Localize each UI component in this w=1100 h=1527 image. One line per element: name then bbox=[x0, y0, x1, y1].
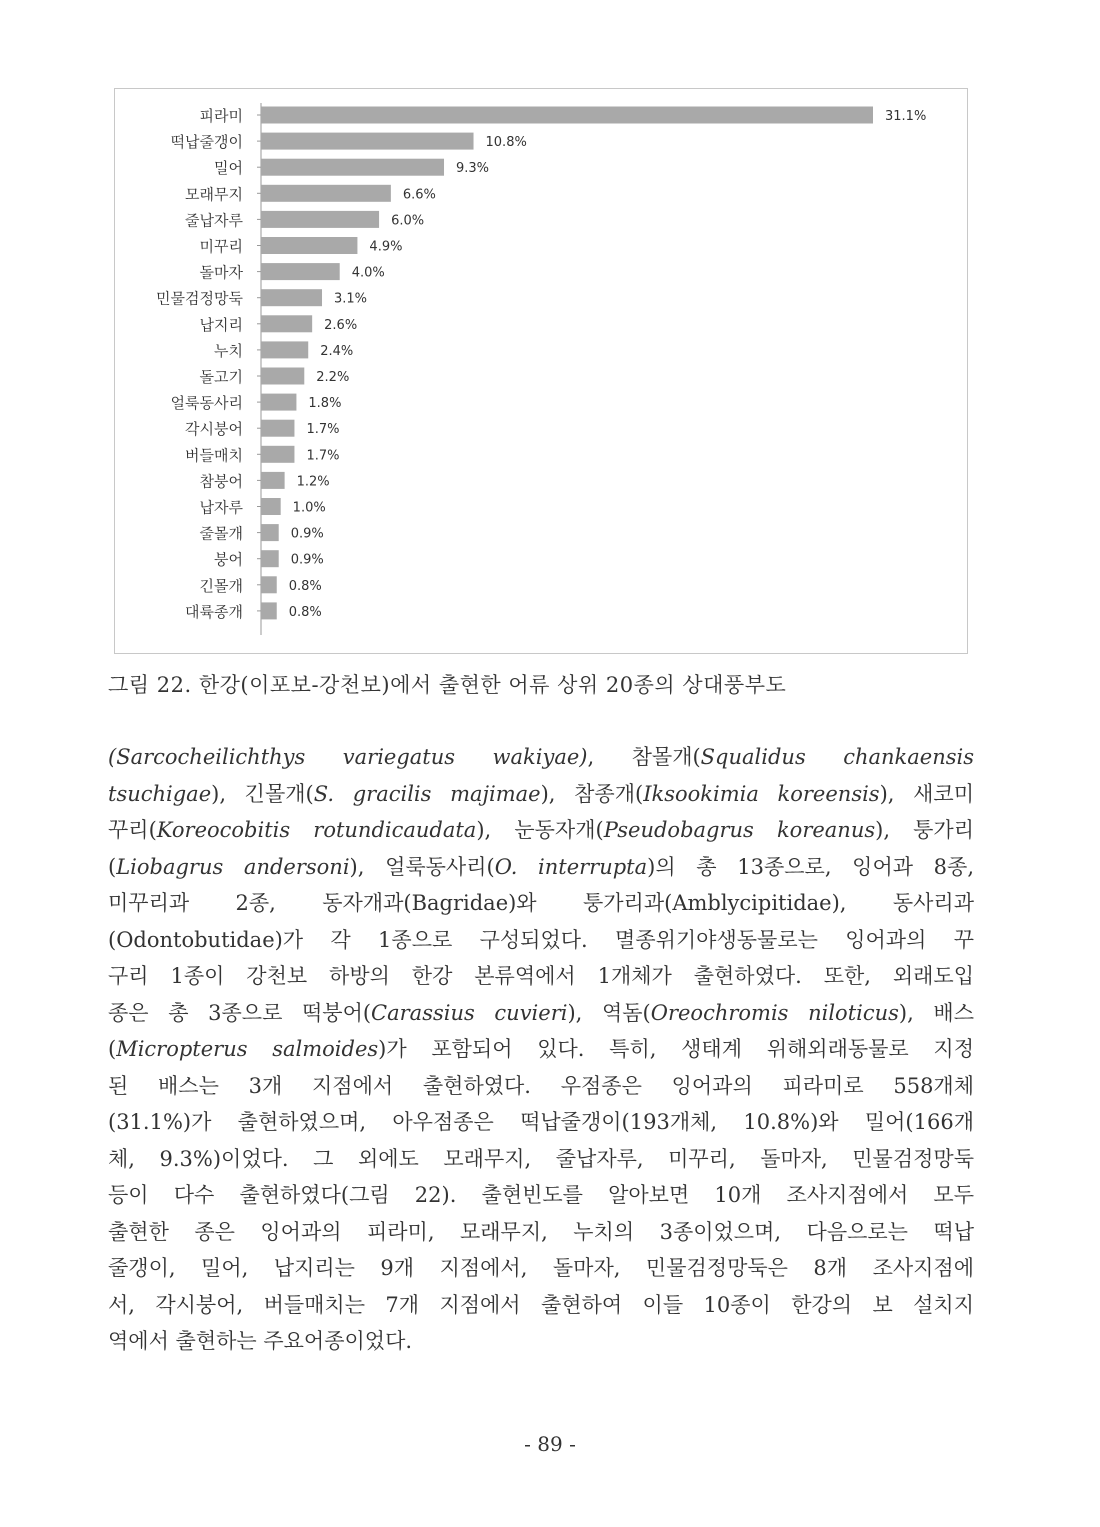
body-line bbox=[108, 1104, 974, 1141]
category-label: 누치 bbox=[214, 341, 243, 360]
bar bbox=[261, 394, 296, 411]
text-run: )의 총 13종으로, 잉어과 8종, bbox=[647, 854, 974, 879]
text-run: 종은 총 3종으로 떡붕어( bbox=[108, 1000, 372, 1025]
value-label: 2.4% bbox=[320, 343, 354, 359]
value-label: 4.0% bbox=[351, 265, 385, 281]
bar bbox=[261, 107, 873, 124]
bar bbox=[261, 602, 277, 619]
text-run: 미꾸리과 2종, 동자개과(Bagridae)와 퉁가리과(Amblycipitidae), 동사리과 bbox=[108, 891, 974, 915]
text-run: 등이 다수 출현하였다(그림 22). 출현빈도를 알아보면 10개 조사지점에서 모두 bbox=[108, 1183, 974, 1207]
body-line bbox=[108, 995, 974, 1032]
scientific-name: Koreocobitis rotundicaudata bbox=[156, 818, 477, 842]
text-run: (31.1%)가 출현하였으며, 아우점종은 떡납줄갱이(193개체, 10.8%)와 밀어(166개 bbox=[108, 1110, 974, 1134]
bar bbox=[261, 159, 444, 176]
body-line bbox=[108, 1250, 974, 1287]
body-line bbox=[108, 1287, 974, 1324]
category-label: 떡납줄갱이 bbox=[170, 133, 243, 152]
text-run: ), 배스 bbox=[898, 1000, 975, 1025]
relative-abundance-bar-chart bbox=[115, 89, 967, 653]
value-label: 10.8% bbox=[485, 135, 527, 151]
scientific-name: Squalidus chankaensis bbox=[700, 745, 974, 769]
value-label: 1.2% bbox=[296, 474, 330, 490]
scientific-name: Carassius cuvieri bbox=[371, 1000, 568, 1025]
body-line bbox=[108, 1031, 974, 1068]
bar bbox=[261, 289, 322, 306]
body-paragraph bbox=[108, 739, 974, 1360]
value-label: 6.6% bbox=[402, 187, 436, 203]
category-label: 납지리 bbox=[199, 315, 243, 334]
category-label: 긴몰개 bbox=[199, 576, 243, 595]
bar bbox=[261, 185, 391, 202]
category-label: 민물검정망둑 bbox=[156, 289, 243, 308]
category-label: 모래무지 bbox=[185, 185, 243, 204]
text-run: ), 눈동자개( bbox=[476, 818, 604, 842]
page-number: - 89 - bbox=[524, 1432, 576, 1456]
bar bbox=[261, 263, 340, 280]
value-label: 4.9% bbox=[369, 239, 403, 255]
category-label: 줄몰개 bbox=[199, 524, 243, 543]
body-line bbox=[108, 739, 974, 776]
value-label: 0.9% bbox=[290, 552, 324, 568]
scientific-name: Iksookimia koreensis bbox=[643, 781, 880, 806]
body-line bbox=[108, 849, 974, 886]
text-run: ), 긴몰개( bbox=[211, 781, 314, 806]
text-run: (Odontobutidae)가 각 1종으로 구성되었다. 멸종위기야생동물로는 잉어과의 꾸 bbox=[108, 927, 974, 952]
value-label: 1.0% bbox=[292, 500, 326, 516]
scientific-name: (Sarcocheilichthys variegatus wakiyae) bbox=[108, 745, 588, 769]
value-label: 1.7% bbox=[306, 448, 340, 464]
category-label: 돌마자 bbox=[199, 263, 243, 282]
value-label: 0.8% bbox=[288, 578, 322, 594]
text-run: ), 참종개( bbox=[540, 781, 644, 806]
bar bbox=[261, 446, 294, 463]
bar bbox=[261, 576, 277, 593]
value-label: 6.0% bbox=[391, 213, 425, 229]
text-run: ( bbox=[108, 1037, 117, 1061]
category-label: 붕어 bbox=[214, 550, 243, 569]
text-run: )가 포함되어 있다. 특히, 생태계 위해외래동물로 지정 bbox=[378, 1037, 974, 1061]
category-label: 버들매치 bbox=[185, 446, 243, 465]
text-run: ), 역돔( bbox=[567, 1000, 651, 1025]
chart-frame bbox=[114, 88, 968, 654]
bar bbox=[261, 420, 294, 437]
bar bbox=[261, 472, 285, 489]
figure-caption: 그림 22. 한강(이포보-강천보)에서 출현한 어류 상위 20종의 상대풍부도 bbox=[108, 673, 787, 697]
body-line bbox=[108, 812, 974, 849]
scientific-name: Micropterus salmoides bbox=[116, 1037, 379, 1061]
text-run: 꾸리( bbox=[108, 818, 157, 842]
value-label: 1.8% bbox=[308, 396, 342, 412]
category-label: 대륙종개 bbox=[185, 602, 243, 621]
text-run: ), 새코미 bbox=[879, 781, 974, 806]
value-label: 1.7% bbox=[306, 422, 340, 438]
body-line bbox=[108, 1177, 974, 1214]
value-label: 3.1% bbox=[334, 291, 368, 307]
text-run: 구리 1종이 강천보 하방의 한강 본류역에서 1개체가 출현하였다. 또한, 외래도입 bbox=[108, 964, 974, 988]
category-label: 돌고기 bbox=[199, 368, 243, 386]
category-label: 밀어 bbox=[214, 159, 243, 178]
text-run: ( bbox=[108, 854, 117, 879]
text-run: ), 얼룩동사리( bbox=[349, 854, 495, 879]
text-run: 체, 9.3%)이었다. 그 외에도 모래무지, 줄납자루, 미꾸리, 돌마자, 민물검정망둑 bbox=[108, 1146, 974, 1171]
bar bbox=[261, 133, 474, 150]
body-line bbox=[108, 1141, 974, 1178]
body-line bbox=[108, 885, 974, 922]
text-run: ), 퉁가리 bbox=[875, 818, 975, 842]
text-run: 서, 각시붕어, 버들매치는 7개 지점에서 출현하여 이들 10종이 한강의 보 설치지 bbox=[108, 1292, 974, 1317]
value-label: 0.8% bbox=[288, 604, 322, 620]
bar bbox=[261, 498, 281, 515]
category-label: 피라미 bbox=[199, 107, 243, 125]
category-label: 각시붕어 bbox=[185, 420, 243, 439]
bar bbox=[261, 341, 308, 358]
value-label: 2.2% bbox=[316, 370, 350, 385]
body-line bbox=[108, 1323, 974, 1360]
category-label: 미꾸리 bbox=[199, 237, 243, 256]
body-line bbox=[108, 1068, 974, 1105]
category-label: 얼룩동사리 bbox=[170, 394, 243, 413]
body-line bbox=[108, 958, 974, 995]
body-line bbox=[108, 1214, 974, 1251]
bar bbox=[261, 315, 312, 332]
value-label: 9.3% bbox=[456, 161, 490, 177]
body-line bbox=[108, 776, 974, 813]
bar bbox=[261, 524, 279, 541]
bar bbox=[261, 211, 379, 228]
scientific-name: Pseudobagrus koreanus bbox=[603, 818, 876, 842]
bar bbox=[261, 368, 304, 385]
bar bbox=[261, 237, 357, 254]
bar bbox=[261, 550, 279, 567]
scientific-name: S. gracilis majimae bbox=[313, 781, 541, 806]
value-label: 31.1% bbox=[885, 109, 927, 124]
text-run: 줄갱이, 밀어, 납지리는 9개 지점에서, 돌마자, 민물검정망둑은 8개 조사지점에 bbox=[108, 1256, 974, 1280]
text-run: 역에서 출현하는 주요어종이었다. bbox=[108, 1329, 413, 1353]
value-label: 2.6% bbox=[324, 317, 358, 333]
scientific-name: Liobagrus andersoni bbox=[116, 854, 350, 879]
category-label: 참붕어 bbox=[199, 472, 243, 491]
scientific-name: Oreochromis niloticus bbox=[650, 1000, 899, 1025]
text-run: 출현한 종은 잉어과의 피라미, 모래무지, 누치의 3종이었으며, 다음으로는 떡납 bbox=[108, 1219, 974, 1244]
body-line bbox=[108, 922, 974, 959]
category-label: 줄납자루 bbox=[185, 211, 243, 230]
category-label: 납자루 bbox=[199, 498, 243, 517]
text-run: 된 배스는 3개 지점에서 출현하였다. 우점종은 잉어과의 피라미로 558개체 bbox=[108, 1073, 974, 1098]
scientific-name: tsuchigae bbox=[108, 781, 212, 806]
scientific-name: O. interrupta bbox=[494, 854, 648, 879]
text-run: , 참몰개( bbox=[587, 745, 701, 769]
value-label: 0.9% bbox=[290, 526, 324, 542]
